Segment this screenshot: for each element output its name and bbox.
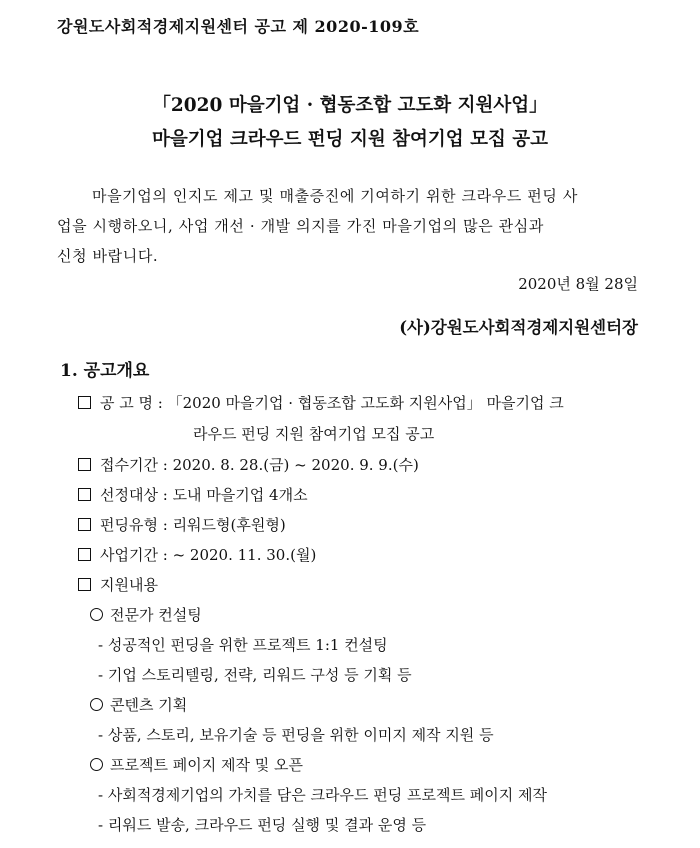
item-value: : 리워드형(후원형) [162,516,286,534]
item-value: : 도내 마을기업 4개소 [162,486,308,504]
section-heading: 1. 공고개요 [60,361,150,381]
item-label: 공 고 명 [100,394,154,412]
support-item-title: 전문가 컨설팅 [110,606,202,624]
item-label: 사업기간 [100,546,158,564]
checkbox-icon [78,458,91,471]
item-label: 펀딩유형 [100,516,158,534]
overview-item-support [78,574,158,595]
announcement-number: 강원도사회적경제지원센터 공고 제 2020-109호 [57,17,420,36]
support-item-consulting [90,604,202,625]
checkbox-icon [78,488,91,501]
support-detail: - 리워드 발송, 크라우드 펀딩 실행 및 결과 운영 등 [98,816,427,834]
issuing-organization: (사)강원도사회적경제지원센터장 [399,318,638,337]
support-detail: - 상품, 스토리, 보유기술 등 펀딩을 위한 이미지 제작 지원 등 [98,726,494,744]
checkbox-icon [78,518,91,531]
overview-item-title [78,392,564,413]
intro-paragraph-line3: 신청 바랍니다. [57,247,159,265]
announcement-date: 2020년 8월 28일 [518,275,638,293]
document-title-line1: 「2020 마을기업 · 협동조합 고도화 지원사업」 [152,95,548,116]
intro-paragraph-line2: 업을 시행하오니, 사업 개선 · 개발 의지를 가진 마을기업의 많은 관심과 [57,217,544,235]
support-detail: - 기업 스토리텔링, 전략, 리워드 구성 등 기획 등 [98,666,412,684]
circle-bullet-icon [90,758,103,771]
item-value: : 2020. 8. 28.(금) ~ 2020. 9. 9.(수) [162,456,419,474]
item-label: 지원내용 [100,576,158,594]
intro-paragraph-line1: 마을기업의 인지도 제고 및 매출증진에 기여하기 위한 크라우드 펀딩 사 [92,187,578,205]
support-item-content [90,694,187,715]
overview-item-period [78,454,419,475]
item-value: : 「2020 마을기업 · 협동조합 고도화 지원사업」 마을기업 크 [157,394,564,412]
support-item-title: 프로젝트 페이지 제작 및 오픈 [110,756,303,774]
item-value: : ~ 2020. 11. 30.(월) [162,546,317,564]
overview-item-target [78,484,308,505]
document-title-line2: 마을기업 크라우드 펀딩 지원 참여기업 모집 공고 [151,129,549,150]
support-item-title: 콘텐츠 기획 [110,696,188,714]
circle-bullet-icon [90,698,103,711]
checkbox-icon [78,396,91,409]
overview-item-funding-type [78,514,286,535]
support-detail: - 성공적인 펀딩을 위한 프로젝트 1:1 컨설팅 [98,636,388,654]
overview-item-project-period [78,544,316,565]
overview-item-title-continued: 라우드 펀딩 지원 참여기업 모집 공고 [193,425,435,443]
support-detail: - 사회적경제기업의 가치를 담은 크라우드 펀딩 프로젝트 페이지 제작 [98,786,547,804]
item-label: 접수기간 [100,456,158,474]
checkbox-icon [78,578,91,591]
checkbox-icon [78,548,91,561]
item-label: 선정대상 [100,486,158,504]
circle-bullet-icon [90,608,103,621]
support-item-project-page [90,754,303,775]
